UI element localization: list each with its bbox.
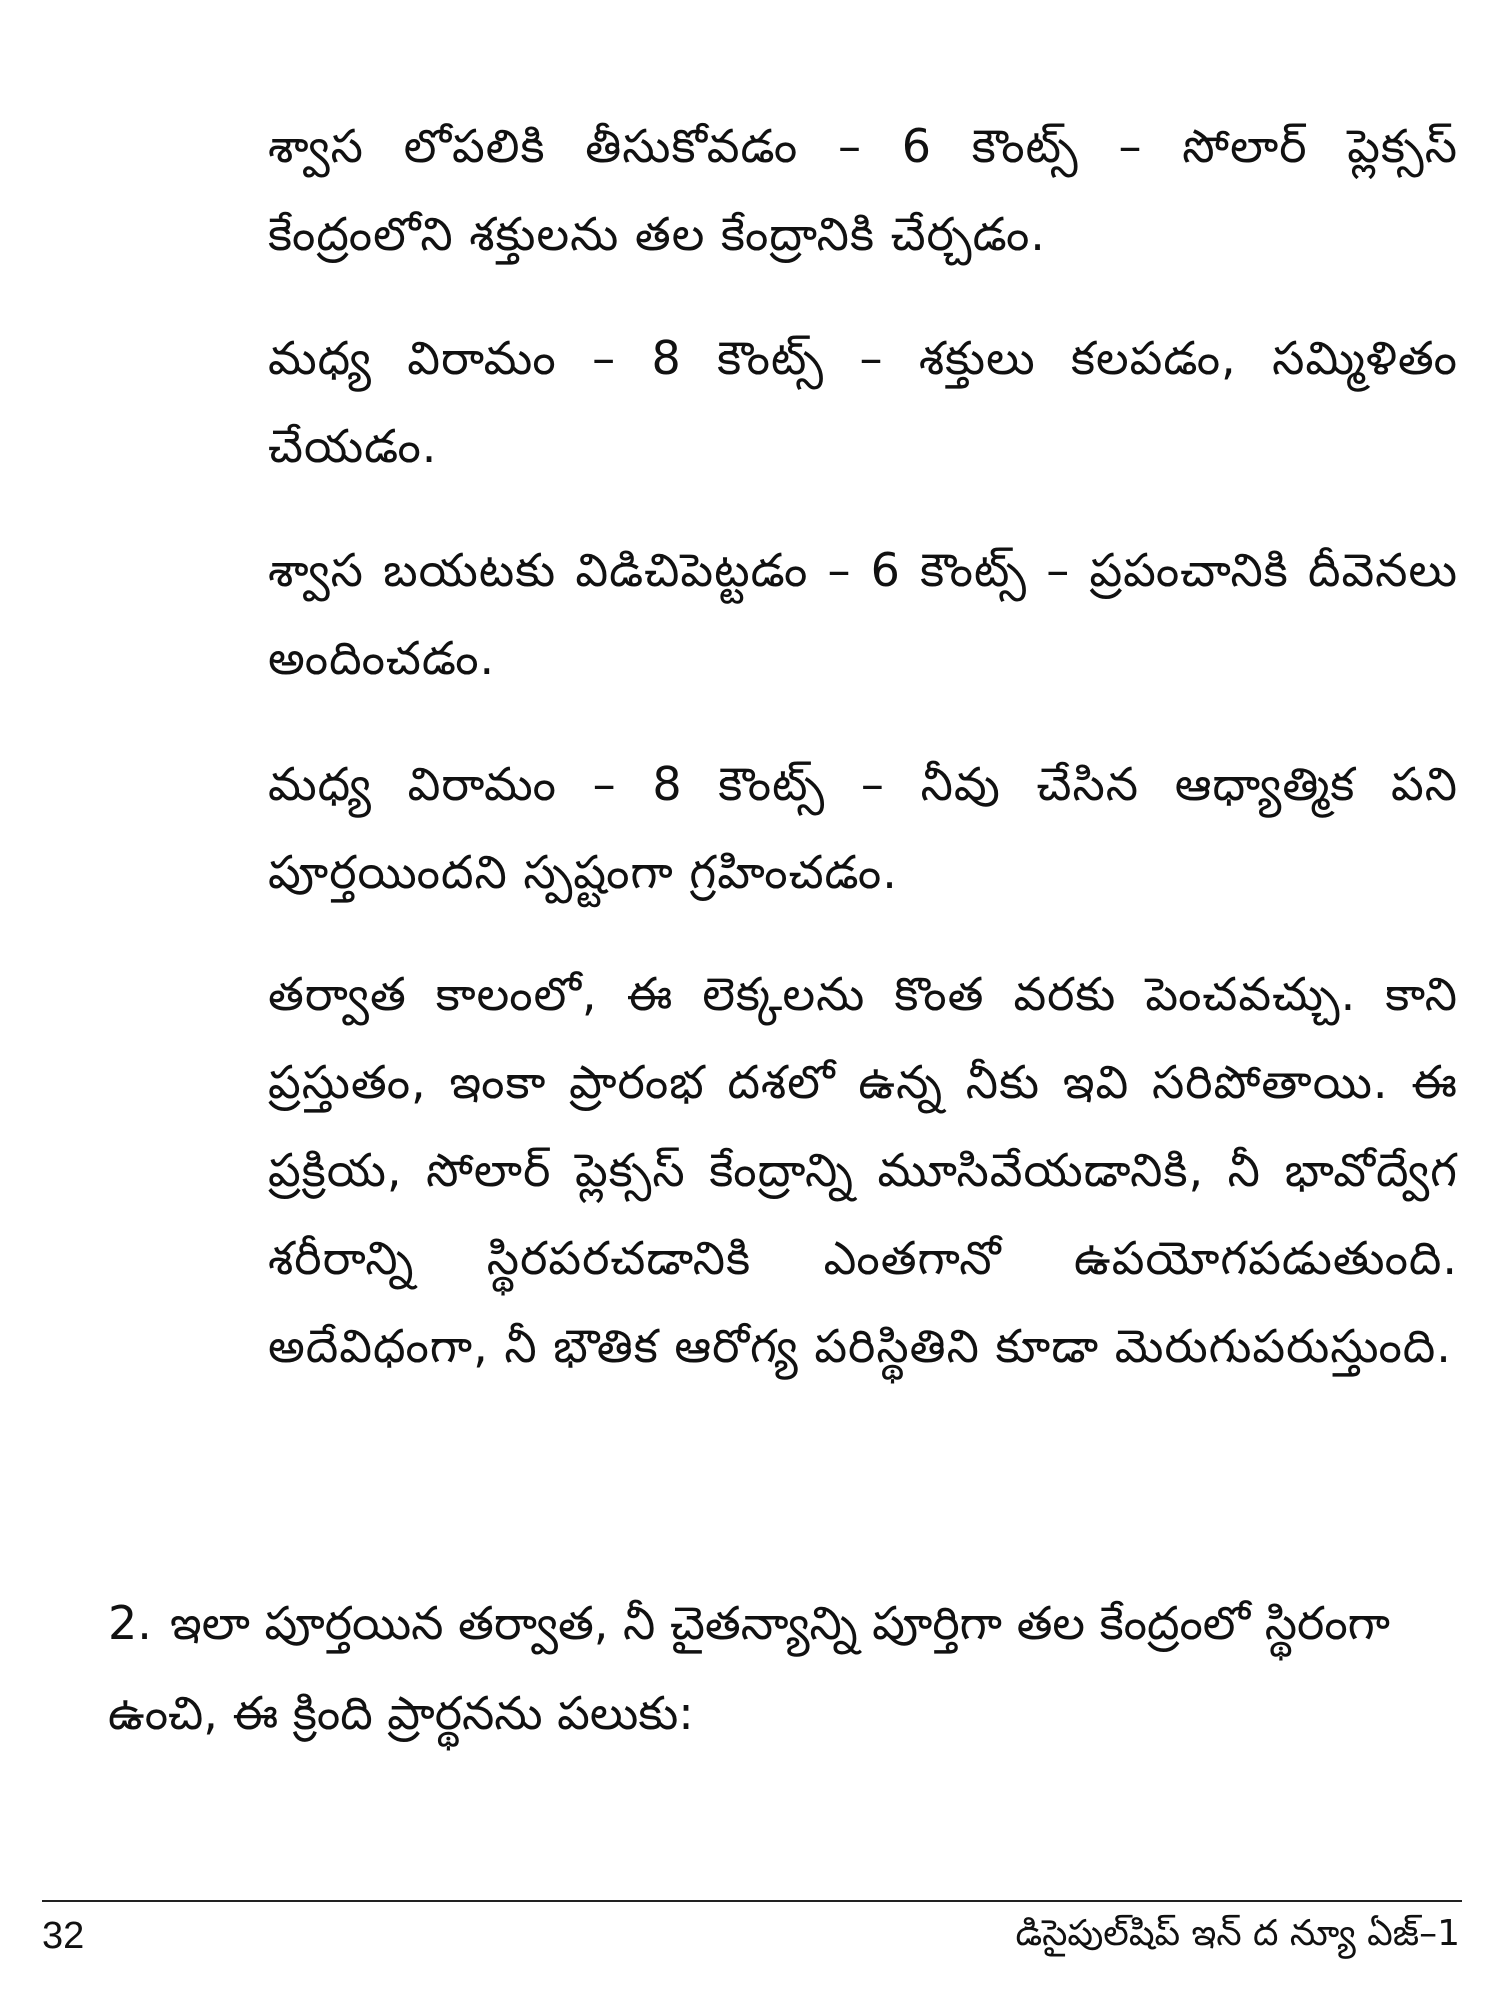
page-number: 32: [42, 1915, 85, 1957]
paragraph-exhale: శ్వాస బయటకు విడిచిపెట్టడం – 6 కౌంట్స్ – ప్రపంచానికి దీవెనలు అందించడం.: [268, 543, 1458, 685]
paragraph-pause-two: మధ్య విరామం – 8 కౌంట్స్ – నీవు చేసిన ఆధ్యాత్మిక పని పూర్తయిందని స్పష్టంగా గ్రహించడం.: [268, 757, 1458, 899]
paragraph-pause-one: మధ్య విరామం – 8 కౌంట్స్ – శక్తులు కలపడం, సమ్మిళితం చేయడం.: [268, 331, 1458, 473]
item-number: 2.: [108, 1596, 152, 1650]
footer-divider: [42, 1900, 1462, 1902]
running-footer-title: డిసైపుల్‌షిప్ ఇన్ ద న్యూ ఏజ్–1: [1015, 1913, 1460, 1954]
item-text: ఇలా పూర్తయిన తర్వాత, నీ చైతన్యాన్ని పూర్తిగా తల కేంద్రంలో స్థిరంగా ఉంచి, ఈ క్రింది ప్రార్థనను పలుకు:: [108, 1596, 1391, 1740]
paragraph-explanation: తర్వాత కాలంలో, ఈ లెక్కలను కొంత వరకు పెంచవచ్చు. కాని ప్రస్తుతం, ఇంకా ప్రారంభ దశలో ఉన్న నీకు ఇవి సరిపోతాయి. ఈ ప్రక్రియ, సోలార్ ప్లెక్సస్ కేంద్రాన్ని మూసివేయడానికి, నీ భావోద్వేగ శరీరాన్ని స్థిరపరచడానికి ఎంతగానో ఉపయోగపడుతుంది. అదేవిధంగా, నీ భౌతిక ఆరోగ్య పరిస్థితిని కూడా మెరుగుపరుస్తుంది.: [268, 967, 1458, 1373]
paragraph-inhale: శ్వాస లోపలికి తీసుకోవడం – 6 కౌంట్స్ – సోలార్ ప్లెక్సస్ కేంద్రంలోని శక్తులను తల కేంద్రానికి చేర్చడం.: [268, 119, 1458, 261]
numbered-item: [108, 1578, 1468, 1758]
